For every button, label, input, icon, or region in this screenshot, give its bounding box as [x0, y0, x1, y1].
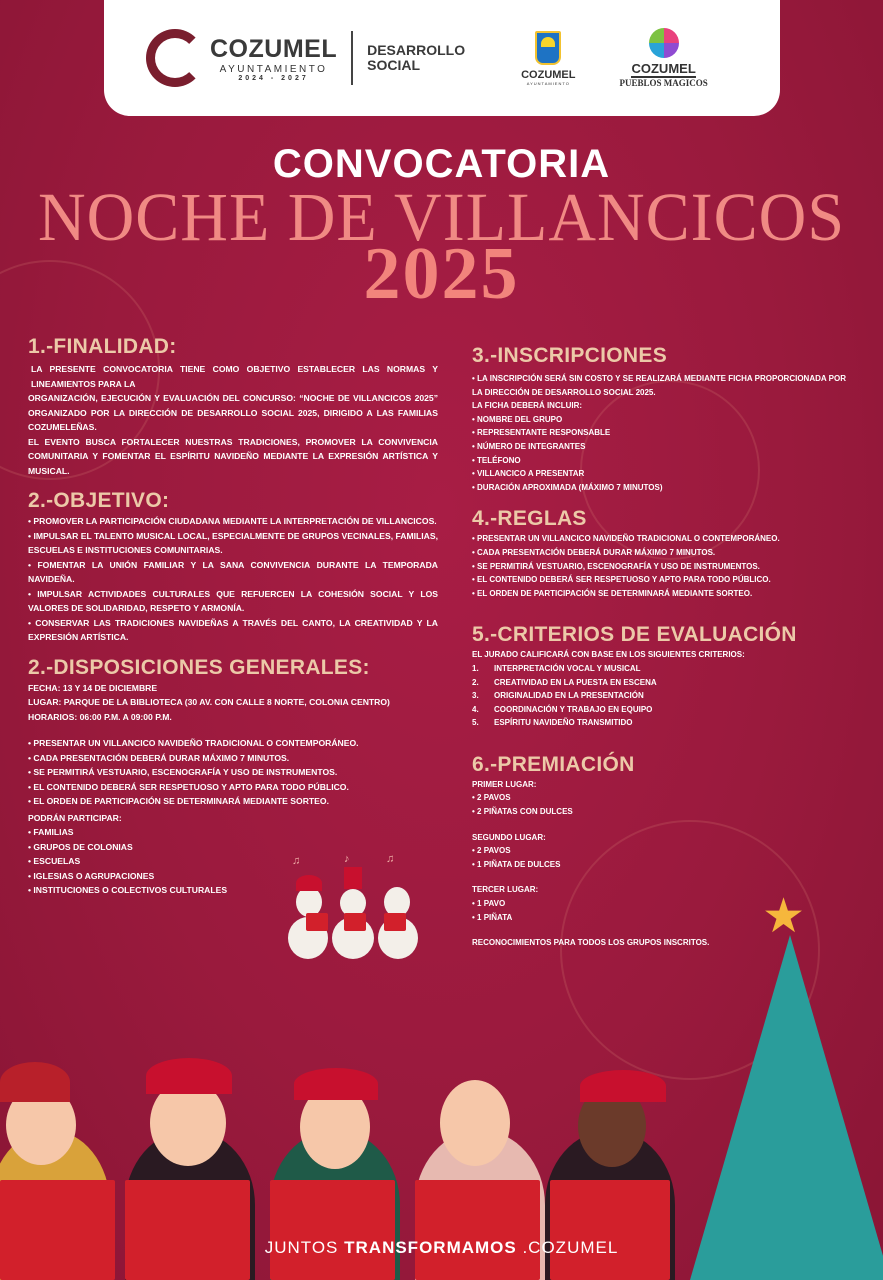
text-bold: FOMENTAR LA UNIÓN FAMILIAR Y LA SANA CONVIVENCIA — [37, 559, 311, 570]
text-bold: INSCRIPCIÓN SERÁ SIN COSTO — [489, 374, 613, 383]
text-span: MEDIANTE LA EXPRESIÓN ARTÍSTICA Y MUSICAL. — [28, 451, 438, 476]
text-bold: IMPULSAR ACTIVIDADES CULTURALES — [37, 588, 211, 599]
ficha-item: • VILLANCICO A PRESENTAR — [472, 467, 846, 481]
text-span: A TRAVÉS DEL CANTO, LA CREATIVIDAD Y LA EXPRESIÓN ARTÍSTICA. — [28, 617, 438, 642]
text-span: Y SE REALIZARÁ MEDIANTE FICHA PROPORCIONADA POR LA DIRECCIÓN DE DESARROLLO SOCIAL 2025. — [472, 374, 846, 397]
left-column — [28, 334, 438, 898]
santa-hat-icon — [296, 875, 322, 891]
section-heading-premiacion: 6.-PREMIACIÓN — [472, 752, 635, 776]
horarios-label: HORARIOS: — [28, 711, 78, 722]
horarios-line — [28, 710, 438, 725]
text-bold: PROMOVER LA PARTICIPACIÓN CIUDADANA — [33, 516, 221, 526]
rule-item: • SE PERMITIRÁ VESTUARIO, ESCENOGRAFÍA Y USO DE INSTRUMENTOS. — [28, 765, 438, 780]
right-column — [472, 343, 846, 950]
fecha-line — [28, 681, 438, 696]
criterio-text: ESPÍRITU NAVIDEÑO TRANSMITIDO — [494, 718, 633, 728]
text-span: DURANTE LA TEMPORADA NAVIDEÑA. — [28, 559, 438, 584]
songbook-icon — [270, 1180, 395, 1280]
spacer — [472, 871, 846, 883]
songbook-icon — [0, 1180, 115, 1280]
prize-item: • 1 PAVO — [472, 897, 846, 911]
criterio-item — [472, 703, 846, 717]
text-bold: CONSERVAR LAS TRADICIONES NAVIDEÑAS — [35, 617, 229, 628]
text-span: EL CONTENIDO DEBERÁ — [477, 575, 576, 585]
text-bold: MÁXIMO 7 MINUTOS. — [634, 547, 716, 557]
criterio-number: 2. — [472, 677, 479, 687]
santa-hat-icon — [146, 1058, 232, 1094]
criterio-item — [472, 689, 846, 703]
participant-item: • INSTITUCIONES O COLECTIVOS CULTURALES — [28, 883, 438, 898]
place-label: SEGUNDO LUGAR: — [472, 832, 546, 842]
section-heading-criterios: 5.-CRITERIOS DE EVALUACIÓN — [472, 623, 797, 647]
rule-item: • EL CONTENIDO DEBERÁ SER RESPETUOSO Y APTO PARA TODO PÚBLICO. — [28, 780, 438, 795]
place-label: PRIMER LUGAR: — [472, 779, 537, 789]
brand-years: 2024 - 2027 — [238, 74, 309, 82]
criterio-text: COORDINACIÓN Y TRABAJO EN EQUIPO — [494, 704, 653, 714]
section-heading-objetivo: 2.-OBJETIVO: — [28, 489, 170, 512]
criterio-number: 3. — [472, 691, 479, 701]
lugar-line — [28, 695, 438, 710]
ficha-item: • NOMBRE DEL GRUPO — [472, 413, 846, 427]
department-name — [367, 43, 465, 73]
text-span: SE PERMITIRÁ — [477, 561, 537, 571]
title-event-name: NOCHE DE VILLANCICOS — [37, 179, 846, 256]
brand-name: COZUMEL — [210, 34, 338, 63]
music-note-icon: ♪ — [344, 853, 350, 865]
lugar-value: PARQUE DE LA BIBLIOTECA (30 AV. CON CALLE 8 NORTE, COLONIA CENTRO) — [61, 697, 390, 707]
spacer — [28, 724, 438, 736]
text-bold: TRADICIONAL O CONTEMPORÁNEO. — [636, 534, 780, 544]
text-bold: SER RESPETUOSO Y APTO PARA TODO PÚBLICO. — [575, 575, 771, 585]
shield-logo-sub: AYUNTAMIENTO — [526, 80, 570, 86]
criterio-item — [472, 676, 846, 690]
text-span: SE DETERMINARÁ — [595, 588, 673, 598]
star-icon: ★ — [762, 890, 806, 943]
section-heading-inscripciones: 3.-INSCRIPCIONES — [472, 344, 667, 367]
cozumel-shield-logo — [521, 31, 575, 86]
criterio-text: ORIGINALIDAD EN LA PRESENTACIÓN — [494, 691, 644, 701]
horarios-value: 06:00 P.M. A 09:00 P.M. — [77, 711, 172, 722]
pueblos-magicos-logo — [620, 28, 708, 88]
finalidad-text — [28, 435, 438, 479]
inscripciones-text — [472, 372, 846, 399]
shield-icon — [535, 31, 561, 65]
songbook-icon — [125, 1180, 250, 1280]
text-span: MEDIANTE LA INTERPRETACIÓN DE VILLANCICOS. — [220, 516, 437, 526]
text-span: QUE REFUERCEN LA COHESIÓN SOCIAL Y LOS VALORES DE SOLIDARIDAD, RESPETO Y ARMONÍA. — [28, 588, 438, 613]
songbook-icon — [384, 913, 406, 931]
slogan-part: .COZUMEL — [516, 1238, 619, 1257]
pinwheel-icon — [649, 28, 679, 58]
pm-logo-name: COZUMEL — [631, 61, 696, 76]
brand-sub: AYUNTAMIENTO — [219, 63, 328, 75]
songbook-icon — [415, 1180, 540, 1280]
ficha-label: LA FICHA DEBERÁ INCLUIR: — [472, 401, 583, 411]
objetivo-item — [28, 558, 438, 587]
ficha-item: • REPRESENTANTE RESPONSABLE — [472, 426, 846, 440]
text-span: , ESPECIALMENTE DE GRUPOS VECINALES, FAMILIAS, ESCUELAS E INSTITUCIONES COMUNITARIAS. — [28, 530, 438, 555]
section-heading-disposiciones: 2.-DISPOSICIONES GENERALES: — [28, 655, 370, 679]
ficha-item: • NÚMERO DE INTEGRANTES — [472, 440, 846, 454]
department-line: SOCIAL — [367, 57, 420, 73]
finalidad-text: LA PRESENTE CONVOCATORIA TIENE COMO OBJETIVO ESTABLECER LAS NORMAS Y LINEAMIENTOS PARA LA — [31, 364, 438, 389]
text-span: , DIRIGIDO A LAS FAMILIAS COZUMELEÑAS. — [28, 407, 438, 432]
fecha-value: 13 Y 14 DE DICIEMBRE — [60, 682, 158, 693]
songbook-icon — [550, 1180, 670, 1280]
regla-item — [472, 587, 846, 601]
music-note-icon: ♫ — [386, 853, 395, 865]
section-heading-reglas: 4.-REGLAS — [472, 507, 587, 531]
christmas-tree-illustration — [690, 935, 883, 1280]
shield-logo-name: COZUMEL — [521, 68, 576, 81]
criterio-number: 1. — [472, 663, 479, 673]
prize-item: • 1 PIÑATA DE DULCES — [472, 858, 846, 872]
criterios-intro: EL JURADO CALIFICARÁ CON BASE EN LOS SIGUIENTES CRITERIOS: — [472, 650, 745, 660]
criterio-text: INTERPRETACIÓN VOCAL Y MUSICAL — [494, 663, 641, 673]
text-bold: ORDEN DE PARTICIPACIÓN — [489, 588, 596, 598]
place-label: TERCER LUGAR: — [472, 885, 539, 895]
spacer — [472, 819, 846, 831]
rule-item: • EL ORDEN DE PARTICIPACIÓN SE DETERMINARÁ MEDIANTE SORTEO. — [28, 794, 438, 809]
participants-label: PODRÁN PARTICIPAR: — [28, 812, 122, 823]
criterio-number: 4. — [472, 704, 479, 714]
santa-hat-icon — [294, 1068, 378, 1100]
pm-logo-sub: PUEBLOS MAGICOS — [619, 78, 708, 88]
divider — [351, 31, 353, 85]
objetivo-item — [28, 529, 438, 558]
text-bold: IMPULSAR EL TALENTO MUSICAL LOCAL — [33, 530, 208, 541]
criterio-item — [472, 662, 846, 676]
lugar-label: LUGAR: — [28, 697, 62, 707]
text-span: PRESENTAR UN VILLANCICO NAVIDEÑO — [477, 534, 637, 544]
songbook-icon — [306, 913, 328, 931]
rule-item: • PRESENTAR UN VILLANCICO NAVIDEÑO TRADICIONAL O CONTEMPORÁNEO. — [28, 736, 438, 751]
singing-snowmen-illustration — [288, 853, 418, 960]
objetivo-item — [28, 616, 438, 645]
slogan-part: JUNTOS — [264, 1238, 345, 1257]
regla-item — [472, 546, 846, 560]
prize-item: • 2 PAVOS — [472, 791, 846, 805]
footer-slogan — [0, 1238, 883, 1258]
regla-item — [472, 532, 846, 546]
participant-item: • FAMILIAS — [28, 825, 438, 840]
text-span: LA — [477, 374, 490, 383]
section-heading-finalidad: 1.-FINALIDAD: — [28, 335, 177, 358]
santa-hat-icon — [580, 1070, 666, 1102]
ficha-item: • DURACIÓN APROXIMADA (MÁXIMO 7 MINUTOS) — [472, 481, 846, 495]
objetivo-item — [28, 514, 438, 529]
ficha-item: • TELÉFONO — [472, 454, 846, 468]
text-span: ORGANIZACIÓN, EJECUCIÓN Y EVALUACIÓN DEL CONCURSO: — [28, 393, 300, 403]
regla-item — [472, 560, 846, 574]
prize-item: • 2 PAVOS — [472, 844, 846, 858]
text-bold: VESTUARIO, ESCENOGRAFÍA Y USO DE INSTRUMENTOS. — [536, 561, 760, 571]
criterio-number: 5. — [472, 718, 479, 728]
caroler-head — [440, 1080, 510, 1166]
title-convocatoria: CONVOCATORIA — [272, 142, 611, 186]
rule-item: • CADA PRESENTACIÓN DEBERÁ DURAR MÁXIMO 7 MINUTOS. — [28, 751, 438, 766]
prize-item: • 2 PIÑATAS CON DULCES — [472, 805, 846, 819]
participant-item: • ESCUELAS — [28, 854, 438, 869]
finalidad-text — [28, 391, 438, 435]
regla-item — [472, 573, 846, 587]
fecha-label: FECHA: — [28, 682, 61, 693]
premiacion-closing: RECONOCIMIENTOS PARA TODOS LOS GRUPOS INSCRITOS. — [472, 938, 710, 948]
beanie-icon — [0, 1062, 70, 1102]
criterio-item — [472, 716, 846, 730]
department-line: DESARROLLO — [367, 42, 466, 58]
header-logo-bar — [104, 0, 780, 116]
prize-item: • 1 PIÑATA — [472, 911, 846, 925]
criterio-text: CREATIVIDAD EN LA PUESTA EN ESCENA — [494, 677, 657, 687]
songbook-icon — [344, 913, 366, 931]
ayuntamiento-brand — [210, 35, 337, 82]
music-note-icon: ♫ — [292, 855, 301, 867]
cozumel-c-logo-icon — [146, 29, 204, 87]
text-span: CADA PRESENTACIÓN DEBERÁ DURAR — [477, 547, 635, 557]
participant-item: • GRUPOS DE COLONIAS — [28, 840, 438, 855]
participant-item: • IGLESIAS O AGRUPACIONES — [28, 869, 438, 884]
title-year: 2025 — [363, 233, 520, 315]
text-bold: MEDIANTE SORTEO. — [672, 588, 753, 598]
top-hat-icon — [344, 867, 362, 889]
text-bold: “NOCHE DE VILLANCICOS 2025” ORGANIZADO POR LA DIRECCIÓN DE DESARROLLO SOCIAL 2025 — [28, 393, 438, 418]
text-span: EL — [477, 588, 490, 598]
objetivo-item — [28, 587, 438, 616]
text-bold: FORTALECER NUESTRAS TRADICIONES, PROMOVER LA CONVIVENCIA COMUNITARIA Y FOMENTAR EL ESPÍRITU NAVIDEÑO — [28, 436, 438, 461]
text-span: EL EVENTO BUSCA — [28, 436, 122, 447]
slogan-bold: TRANSFORMAMOS — [344, 1238, 517, 1257]
